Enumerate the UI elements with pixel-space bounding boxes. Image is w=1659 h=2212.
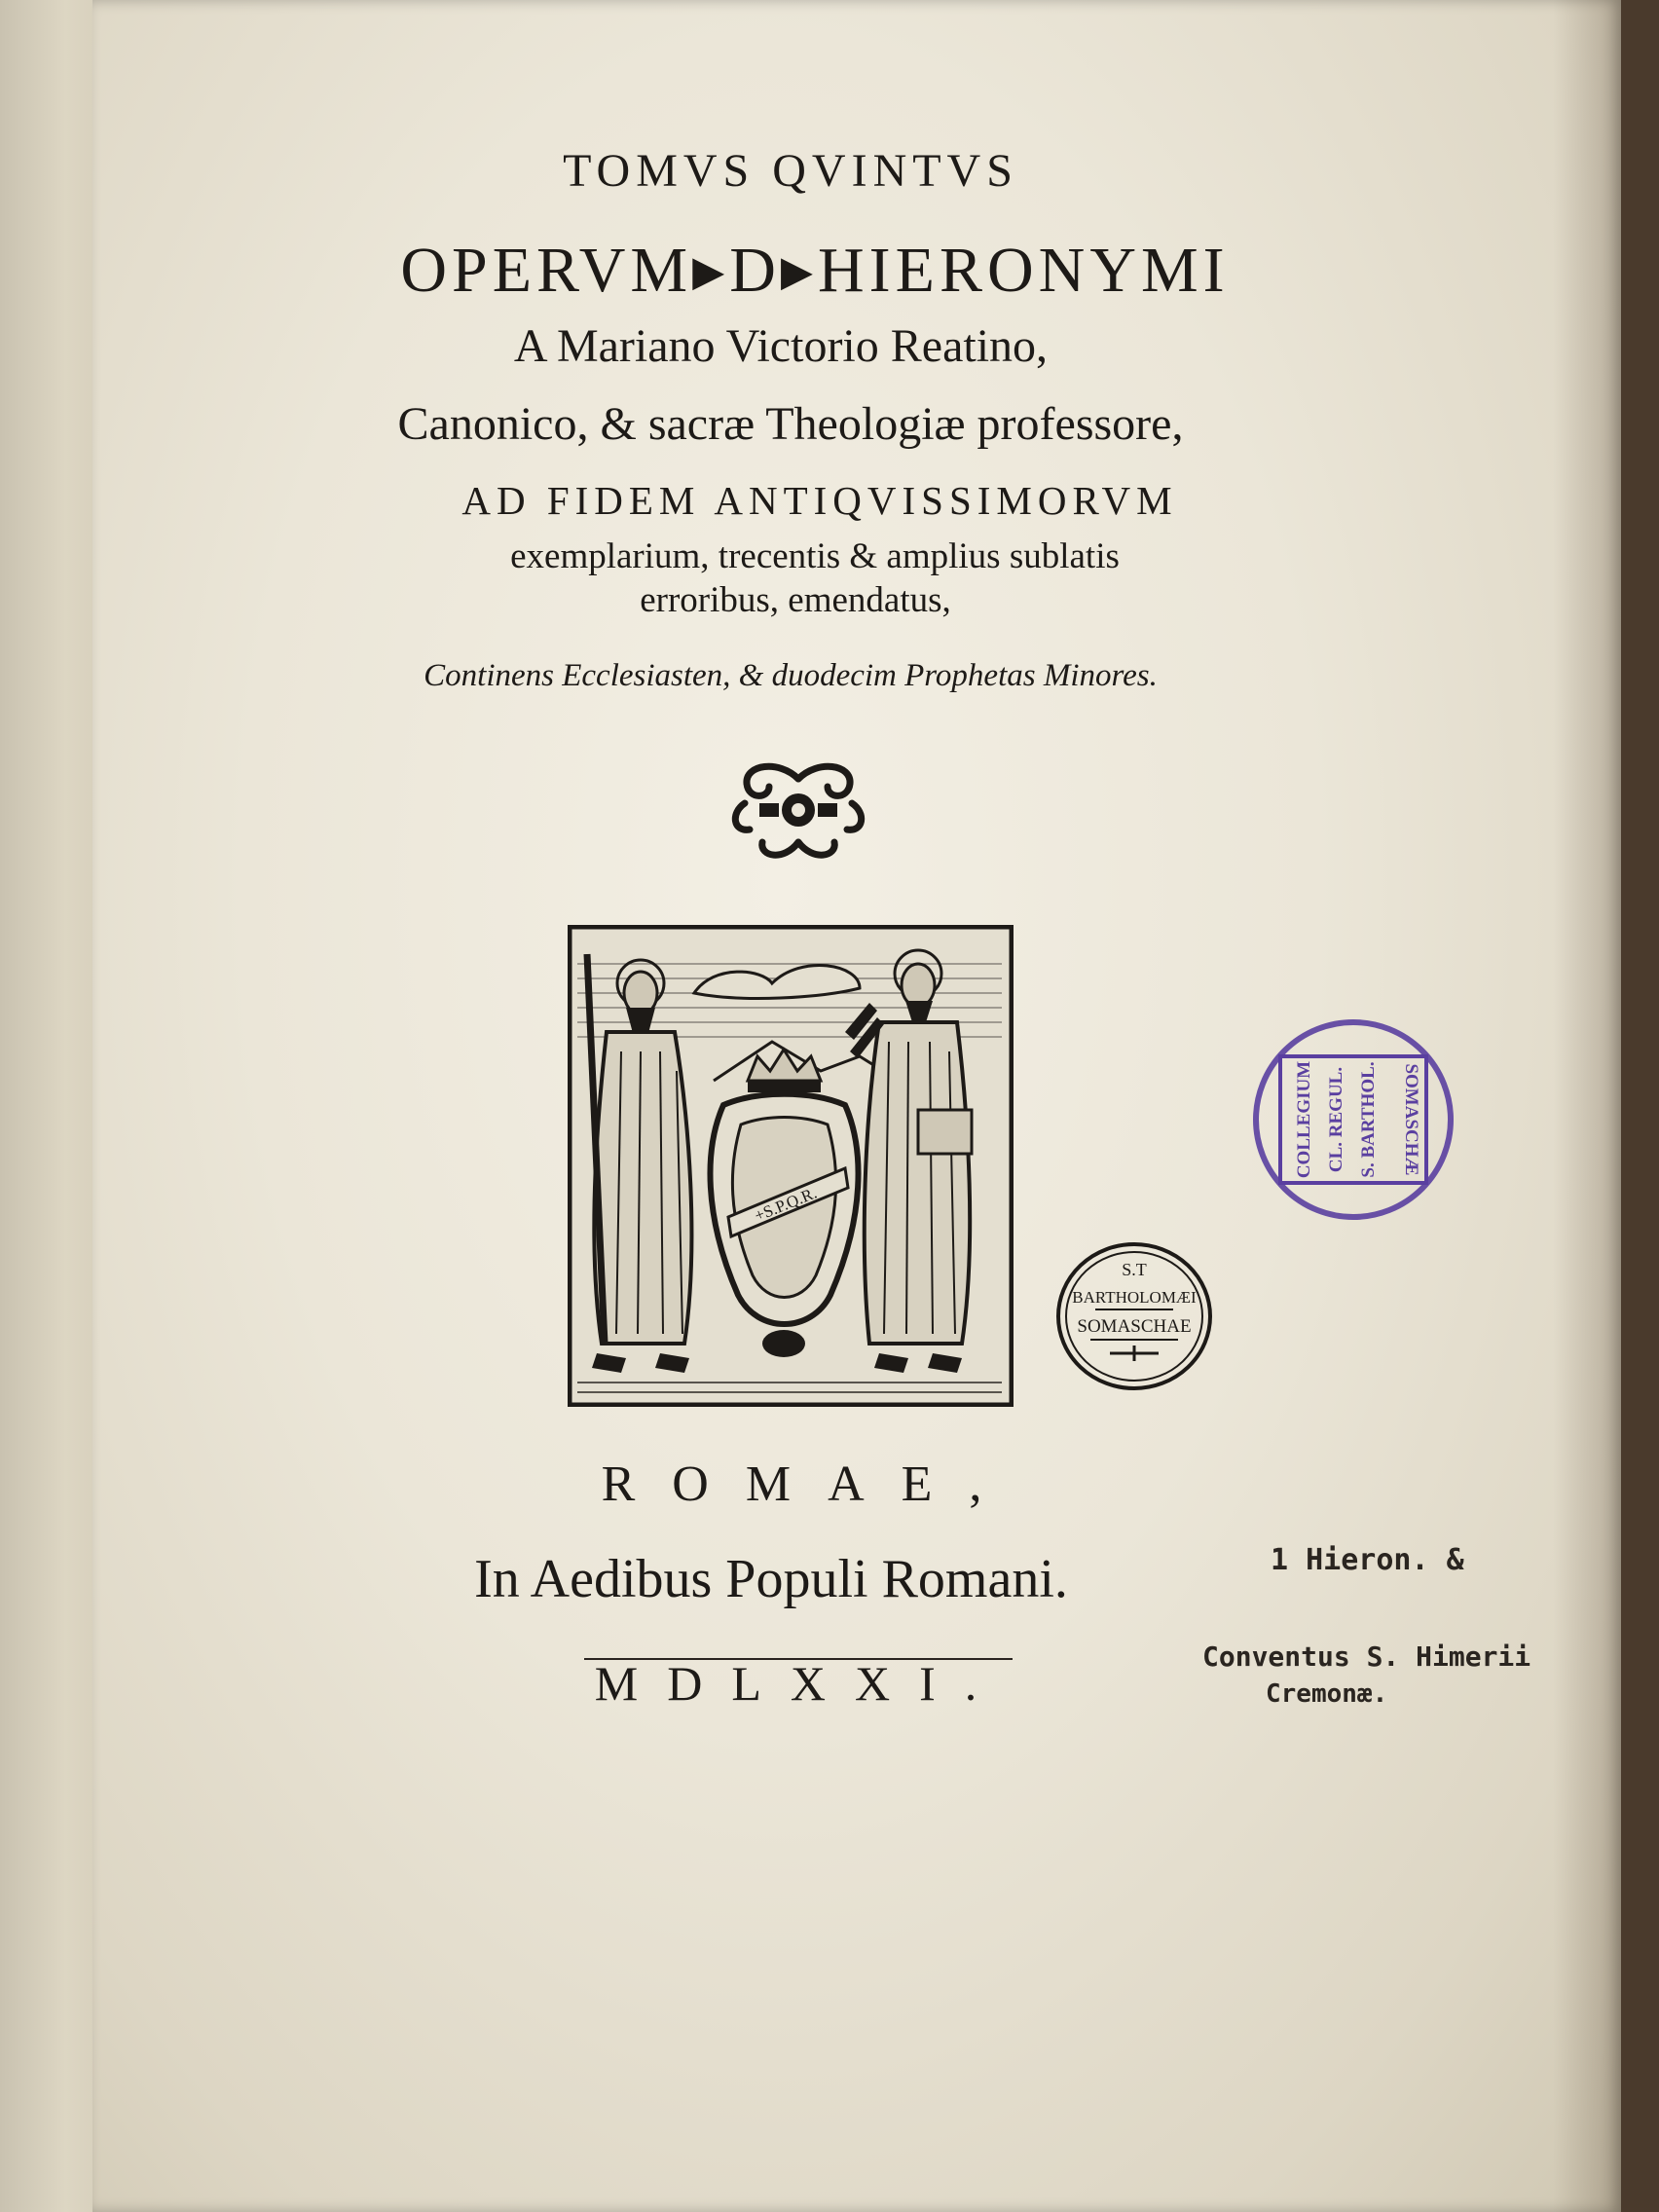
- erroribus-line: erroribus, emendatus,: [640, 580, 951, 620]
- imprint-publisher: In Aedibus Populi Romani.: [474, 1549, 1068, 1609]
- shield-motto: +S.P.Q.R.: [752, 1183, 820, 1226]
- editor-line: A Mariano Victorio Reatino,: [513, 320, 1049, 372]
- stamp-line-3: S. BARTHOL.: [1358, 1061, 1379, 1178]
- editor-title-line: Canonico, & sacræ Theologiæ professore,: [397, 398, 1184, 450]
- contents-line: Continens Ecclesiasten, & duodecim Prophetas Minores.: [424, 658, 1158, 693]
- work-title: OPERVM▸D▸HIERONYMI: [400, 235, 1230, 306]
- ownership-note-3: Cremonæ.: [1266, 1679, 1388, 1709]
- round-stamp-top: S.T: [1122, 1260, 1147, 1279]
- stamp-line-4: SOMASCHÆ: [1401, 1063, 1421, 1176]
- round-stamp-middle: BARTHOLOMÆI: [1072, 1288, 1197, 1307]
- stamp-line-1: COLLEGIUM: [1294, 1060, 1314, 1179]
- ownership-note-1: 1 Hieron. &: [1271, 1543, 1464, 1577]
- printer-ornament: [725, 759, 871, 862]
- exemplarium-line: exemplarium, trecentis & amplius sublatis: [510, 536, 1120, 576]
- ad-fidem-line: AD FIDEM ANTIQVISSIMORVM: [461, 478, 1178, 523]
- volume-line: TOMVS QVINTVS: [563, 145, 1018, 197]
- round-library-stamp: [1051, 1236, 1217, 1397]
- stamp-line-2: CL. REGUL.: [1326, 1066, 1346, 1173]
- imprint-city: ROMAE,: [601, 1456, 1019, 1512]
- round-stamp-bottom: SOMASCHAE: [1077, 1316, 1192, 1337]
- imprint-year: MDLXXI.: [594, 1656, 1007, 1711]
- violet-library-stamp: [1251, 1017, 1456, 1222]
- ownership-note-2: Conventus S. Himerii: [1202, 1641, 1531, 1673]
- woodcut-saints-with-arms: [568, 925, 1014, 1407]
